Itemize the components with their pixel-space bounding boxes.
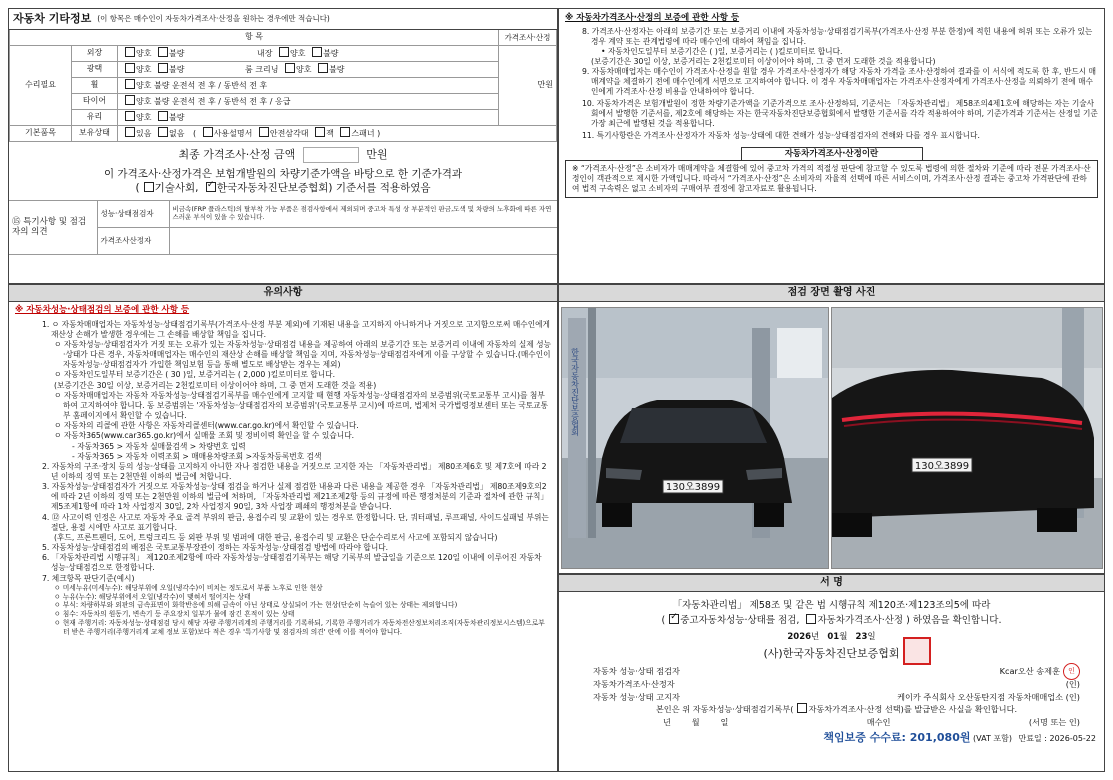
special-notes-label: ⑮ 특기사항 및 점검자의 의견	[9, 200, 97, 254]
law-line: 「자동차관리법」 제58조 및 같은 법 시행규칙 제120조·제123조의5에 따라	[672, 600, 991, 611]
option-label: 양호	[290, 49, 306, 58]
precautions-title: ※ 자동차성능·상태점검의 보증에 관한 사항 등	[15, 305, 190, 315]
option-label: 양호	[136, 65, 152, 74]
checkbox[interactable]	[203, 127, 213, 137]
option-label: 불량	[323, 49, 339, 58]
row-name: 타이어	[72, 93, 118, 109]
option-label: 중고자동차성능·상태를 점검,	[680, 614, 800, 626]
precaution-item: (보증기간은 30일 이상, 보증거리는 2천킬로미터 이상이어야 하며, 그 중 먼저 도래한 것을 적용)	[54, 380, 377, 390]
checkbox[interactable]	[340, 127, 350, 137]
signer-label: 자동차 성능·상태 점검자	[593, 666, 680, 677]
guarantee-fee: 책임보증 수수료: 201,080원	[823, 730, 971, 744]
option-label: 잭	[326, 129, 334, 138]
repair-label: 수리필요	[10, 45, 72, 125]
precaution-item: 3. 자동차성능·상태점검자가 거짓으로 자동차성능·상태 점검을 하거나 실제 점검한 내용과 다른 내용을 제공한 경우 「자동차관리법」 제80조제9호의2에 따라 2년 이하의 징역 또는 2천만원 이하의 벌금에 처하며, 「자동차관리법 제21조제2항 등의 규정에 따른 행정처분의 기준과 절차에 관한 규칙」 제5조제1항에 따라 1차 사업정지 30일, 2차 사업정지 90일, 3차 사업장 폐쇄의 행정처분을 받습니다.	[42, 482, 549, 512]
org-name: (사)한국자동차진단보증협회	[763, 647, 900, 661]
col-price-header: 가격조사·산정	[499, 30, 557, 45]
final-price-label: 최종 가격조사·산정 금액	[178, 147, 296, 161]
option-label: 안전삼각대	[269, 129, 309, 138]
checkbox-used-car-inspection[interactable]	[669, 614, 679, 624]
definition-text: ※ “가격조사·산정”은 소비자가 매매계약을 체결함에 있어 중고차 가격의 적절성 판단에 참고할 수 있도록 법령에 의한 절차와 기준에 따라 전문 가격조사·산정인이 객관적으로 제시한 가액입니다. 따라서 “가격조사·산정”은 소비자의 자율적 선택에 따른 서비스이며, 가격조사·산정 결과는 중고차 가격판단에 관하여 법적 구속력은 없고 소비자의 구매여부 결정에 참고자료로 활용됩니다.	[565, 160, 1098, 198]
receipt-line	[593, 703, 1080, 716]
year-value: 2026	[787, 631, 812, 642]
row-name: 외장	[72, 45, 118, 61]
precaution-item: ㅇ 현재 주행거리: 자동차성능·상태점검 당시 해당 자량 주행거리계의 주행거리를 기록하되, 기록한 주행거리가 자동차전산정보처리조직(자동차관리정보시스템)으로부터 받은 주행거리(주행거리계 교체 정보 포함)보다 적은 경우 '특기사항 및 점검자의 의견' 란에 이를 적어야 합니다.	[54, 619, 545, 636]
basis-tail: 기준서를 적용하였음	[335, 181, 431, 194]
guarantee-item: (보증기간은 30일 이상, 보증거리는 2천킬로미터 이상이어야 하며, 그 중 먼저 도래한 것을 적용합니다)	[591, 56, 936, 66]
precaution-item: 6. 「자동차관리법 시행규칙」 제120조제2항에 따라 자동차성능·상태점검기록부는 해당 기록부의 발급일을 기준으로 120일 이내에 이루어진 자동차 성능·상태점검으로 한정합니다.	[42, 553, 542, 573]
tire-options	[118, 93, 499, 109]
special-notes-table	[9, 200, 557, 255]
precaution-item: (후드, 프론트펜더, 도어, 트렁크리드 등 외판 부위 및 범퍼에 대한 판금, 용접수리 및 교환은 단순수리로서 사고에 포함되지 않습니다)	[54, 532, 498, 542]
day-value: 23	[855, 631, 868, 642]
price-value: 만원	[499, 45, 557, 125]
basis-line-2: ( 기술사회, ✓ 한국자동차진단보증협회) 기준서를 적용하였음	[9, 182, 557, 195]
option-label: 스패너 )	[351, 129, 381, 138]
checkbox-technician-society[interactable]	[144, 182, 154, 192]
signer-label: 자동차 성능·상태 고지자	[593, 691, 680, 702]
gloss-options	[118, 61, 499, 77]
option-label: 없음	[169, 129, 185, 138]
buyer-row	[593, 716, 1080, 729]
guarantee-item: 11. 특기사항란은 가격조사·산정자가 자동차 성능·상태에 대한 견해가 성능·상태점검자의 견해와 다를 경우 표시합니다.	[582, 130, 980, 140]
issue-date	[559, 632, 1104, 643]
final-price-line	[9, 147, 557, 163]
signer-label: 자동차가격조사·산정자	[593, 678, 675, 689]
basis-line-1: 이 가격조사·산정가격은 보험개발원의 차량기준가액을 바탕으로 한 기준가격과	[103, 167, 463, 180]
checkbox[interactable]	[125, 127, 135, 137]
option-label: 양호	[296, 65, 312, 74]
guarantee-item: • 자동차인도일부터 보증기간은 ( )일, 보증거리는 ( )킬로미터로 합니다.	[601, 46, 843, 56]
checkbox[interactable]	[158, 63, 168, 73]
precaution-item: 4. ⑫ 사고이력 인정은 사고로 자동차 주요 골격 부위의 판금, 용접수리 및 교환이 있는 경우로 한정합니다. 단, 쿼터패널, 루프패널, 사이드실패널 부위는 절단, 용접 시에만 사고로 표기합니다.	[42, 512, 549, 532]
precaution-item: ㅇ 자동차인도일부터 보증기간은 ( 30 )일, 보증거리는 ( 2,000 )킬로미터로 합니다.	[54, 370, 336, 380]
checkbox-kaida[interactable]	[206, 182, 216, 192]
precaution-item: 2. 자동차의 구조·장치 등의 성능·상태를 고지하지 아니한 자나 점검한 내용을 거짓으로 고지한 자는 「자동차관리법」 제80조제6호 및 제7호에 따라 2년 이하의 징역 또는 2천만원 이하의 벌금에 처합니다.	[42, 461, 547, 481]
fee-line	[559, 731, 1104, 745]
wheel-options	[118, 77, 499, 93]
confirm-tail: ) 하였음을 확인합니다.	[906, 614, 1002, 626]
guarantee-item: 9. 자동차매매업자는 매수인이 가격조사·산정을 원할 경우 가격조사·산정자가 해당 자동차 가격을 조사·산정하여 결과를 이 서식에 적도록 한 후, 반드시 매매계약을 체결하기 전에 매수인에게 서면으로 고지하여야 합니다. 이 경우 자동차매매업자는 가격조사·산정자에게 가격조사·산정을 의뢰하기 전에 매수인에게 가격조사·산정 비용을 안내하여야 합니다.	[582, 66, 1097, 96]
appraiser-opinion[interactable]	[169, 227, 557, 254]
final-price-input[interactable]	[303, 147, 359, 163]
final-price-unit: 만원	[366, 147, 388, 161]
checkbox[interactable]	[125, 111, 135, 121]
front-car-photo	[561, 307, 829, 569]
option-label: 불량	[169, 49, 185, 58]
row-name: 유리	[72, 109, 118, 125]
checkbox[interactable]	[285, 63, 295, 73]
precaution-item: - 자동차365 > 자동차 이력조회 > 매매용차량조회 >자동차등록번호 검색	[72, 451, 322, 461]
fee-vat: (VAT 포함)	[973, 733, 1012, 743]
appraisal-guarantee-section	[558, 8, 1105, 284]
signer-value: 케이카 주식회사 오산동탄지점 자동차매매업소 (인)	[897, 691, 1080, 702]
guarantee-item: 8. 가격조사·산정자는 아래의 보증기간 또는 보증거리 이내에 자동차성능·상태점검기록부(가격조사·산정 부분 한정)에 적힌 내용에 허위 또는 오류가 있는 경우 계약 또는 관계법령에 따라 매수인에 대하여 책임을 집니다.	[582, 26, 1093, 46]
expiry-date: 만료일 : 2026-05-22	[1018, 733, 1096, 743]
signature-header: 서 명	[559, 575, 1104, 592]
precaution-item: ㅇ 자동차성능·상태점검자가 거짓 또는 오류가 있는 자동차성능·상태점검 내용을 제공하여 아래의 보증기간 또는 보증거리 이내에 자동차의 실제 성능·상태가 다른 경우, 자동차매매업자는 매수인의 재산상 손해를 배상할 책임을 지며, 자동차성능·상태점검자에게 이를 구상할 수 있습니다.(매수인이 자동차성능·상태점검자가 가입한 책임보험 등을 통해 별도로 배상받는 경우는 제외)	[54, 339, 551, 370]
precaution-item: 5. 자동차성능·상태점검의 배점은 국토교통부장관이 정하는 자동차성능·상태점검 방법에 따라야 합니다.	[42, 543, 389, 553]
inspector-seal: 인	[1063, 663, 1080, 680]
month-unit: 월	[839, 631, 848, 642]
receipt-pre: 본인은 위 자동차성능·상태점검기록부(	[655, 704, 794, 715]
interior-label: 내장	[257, 49, 273, 58]
checkbox[interactable]	[259, 127, 269, 137]
checkbox[interactable]	[315, 127, 325, 137]
association-seal	[903, 637, 931, 665]
precaution-item: ㅇ 자동차매매업자는 자동차 자동차성능·상태점검기록부를 매수인에게 고지할 때 현행 자동차성능·상태점검자의 보증범위(국토교통부 고시)를 첨부하여 고지하여야 합니다. 동 보증범위는 '자동차성능·상태점검자의 보증범위'(국토교통부 고시)에 따르며, 법제처 국가법령정보센터 또는 국토교통부 홈페이지에서 확인할 수 있습니다.	[54, 390, 549, 421]
checkbox[interactable]	[158, 127, 168, 137]
precaution-item: ㅇ 자동차365(www.car365.go.kr)에서 실매물 조회 및 정비이력 확인을 할 수 있습니다.	[54, 431, 355, 441]
rear-car-photo	[831, 307, 1103, 569]
basic-items-sub: 보유상태	[72, 125, 118, 141]
checkbox-receipt-appraisal[interactable]	[797, 703, 807, 713]
checkbox-price-appraisal[interactable]	[806, 614, 816, 624]
section-title: 자동차 기타정보	[13, 12, 92, 26]
precautions-section	[8, 284, 558, 772]
exterior-options	[118, 45, 499, 61]
guarantee-title: ※ 자동차가격조사·산정의 보증에 관한 사항 등	[565, 13, 740, 23]
checkbox[interactable]	[279, 47, 289, 57]
repair-table	[9, 30, 557, 142]
rear-plate: 130오3899	[914, 461, 970, 472]
option-label: 양호 불량 운전석 전 후 / 동반석 전 후	[136, 81, 268, 90]
precaution-item: - 자동차365 > 자동차 실매물검색 > 차량번호 입력	[72, 441, 246, 451]
front-plate: 130오3899	[665, 482, 721, 493]
option-label: (	[193, 129, 199, 138]
checkbox[interactable]	[312, 47, 322, 57]
section-note: (이 항목은 매수인이 자동차가격조사·산정을 원하는 경우에만 적습니다)	[97, 14, 330, 24]
checkbox[interactable]	[125, 79, 135, 89]
inspector-opinion: 비금속(FRP 플라스틱)의 탈부착 가능 부품은 점검사항에서 제외되며 중고차 특성 상 부분적인 판금,도색 및 차량의 노후화에 따른 자연스러운 부식이 있을 수 있습니다.	[169, 200, 557, 227]
appraisal-definition-box	[565, 147, 1098, 199]
precaution-item: ㅇ 부식: 차량하부와 외판의 금속표면이 화학반응에 의해 금속이 아닌 상태로 상실되어 가는 현상(단순히 녹슬어 있는 상태는 제외합니다)	[54, 601, 458, 610]
signer-row	[593, 691, 1080, 704]
precaution-item: ㅇ 미세누유(미세누수): 해당부위에 오일(냉각수)이 비치는 정도로서 부품 노후로 인한 현상	[54, 583, 323, 592]
inspector-label: 성능·상태점검자	[97, 200, 169, 227]
precaution-item: 7. 체크항목 판단기준(예시)	[42, 573, 135, 583]
checkbox[interactable]	[318, 63, 328, 73]
option-label: 불량	[169, 113, 185, 122]
buyer-signature[interactable]: (서명 또는 인)	[1028, 716, 1080, 727]
option-label: 사용설명서	[213, 129, 253, 138]
pillar-sign: 한국자동차진단보증협회	[570, 348, 580, 436]
option-label: 양호	[136, 49, 152, 58]
checkbox[interactable]	[158, 111, 168, 121]
precaution-item: ㅇ 누유(누수): 해당부위에서 오일(냉각수)이 맺혀서 떨어지는 상태	[54, 592, 251, 601]
confirm-line: (✓ 중고자동차성능·상태를 점검, 자동차가격조사·산정 ) 하였음을 확인합니다.	[559, 614, 1104, 627]
precautions-header: 유의사항	[9, 285, 557, 302]
vehicle-other-info-section	[8, 8, 558, 284]
buyer-date: 년 월 일	[663, 716, 729, 727]
room-cleaning-label: 룸 크리닝	[245, 65, 279, 74]
org-line	[559, 647, 1104, 661]
buyer-label: 매수인	[866, 716, 891, 727]
signer-value: (인)	[1065, 678, 1080, 689]
day-unit: 일	[867, 631, 876, 642]
row-name: 휠	[72, 77, 118, 93]
option-label: 양호 불량 운전석 전 후 / 동반석 전 후 / 응급	[136, 97, 291, 106]
photos-header: 점검 장면 촬영 사진	[559, 285, 1104, 302]
glass-options	[118, 109, 499, 125]
option-label: 양호	[136, 113, 152, 122]
checkbox[interactable]	[158, 47, 168, 57]
month-value: 01	[827, 631, 840, 642]
checkbox[interactable]	[125, 63, 135, 73]
signer-row	[593, 678, 1080, 691]
inspection-photos-section	[558, 284, 1105, 574]
option-label: 불량	[169, 65, 185, 74]
signer-rows	[559, 661, 1104, 729]
signature-section	[558, 574, 1105, 772]
basic-items-options	[118, 125, 557, 141]
precaution-item: ㅇ 침수: 자동차의 원동기, 변속기 등 주요장치 일부가 물에 잠긴 흔적이 있는 상태	[54, 610, 295, 619]
checkbox[interactable]	[125, 95, 135, 105]
precautions-list	[15, 320, 551, 637]
precaution-item: 1. ㅇ 자동차매매업자는 자동차성능·상태점검기록부(가격조사·산정 부분 제외)에 기재된 내용을 고지하지 아니하거나 거짓으로 고지함으로써 매수인에게 재산상 손해가 발생한 경우에는 그 손해를 배상할 책임을 집니다.	[42, 319, 550, 339]
basic-items-label: 기본품목	[10, 125, 72, 141]
option-label: 있음	[136, 129, 152, 138]
option-label: 기술사회,	[154, 181, 199, 194]
receipt-post: 자동차가격조사·산정 선택)를 발급받은 사실을 확인합니다.	[808, 704, 1018, 715]
option-label: 자동차가격조사·산정	[817, 614, 904, 626]
signer-row	[593, 665, 1080, 678]
appraiser-label: 가격조사산정자	[97, 227, 169, 254]
col-item-header: 항 목	[10, 30, 499, 45]
checkbox[interactable]	[125, 47, 135, 57]
precaution-item: ㅇ 자동차의 리콜에 관한 사항은 자동차리콜센터(www.car.go.kr)에서 확인할 수 있습니다.	[54, 421, 359, 431]
option-label: 한국자동차진단보증협회)	[216, 181, 333, 194]
year-unit: 년	[811, 631, 820, 642]
guarantee-item: 10. 자동차가격은 보험개발원이 정한 차량기준가액을 기준가격으로 조사·산정하되, 기준서는 「자동차관리법」 제58조의4제1호에 해당하는 자는 기술사회에서 발행한 기준서를, 제2호에 해당하는 자는 한국자동차진단보증협회에서 발행한 기준서를 각각 적용하여야 하며, 기준가격과 기준서는 산정일 기준 가장 최근에 발행된 것을 적용합니다.	[582, 98, 1098, 128]
option-label: 불량	[329, 65, 345, 74]
row-name: 광택	[72, 61, 118, 77]
signer-value: Kcar오산 송제훈	[999, 666, 1060, 677]
definition-title: 자동차가격조사·산정이란	[741, 147, 923, 162]
